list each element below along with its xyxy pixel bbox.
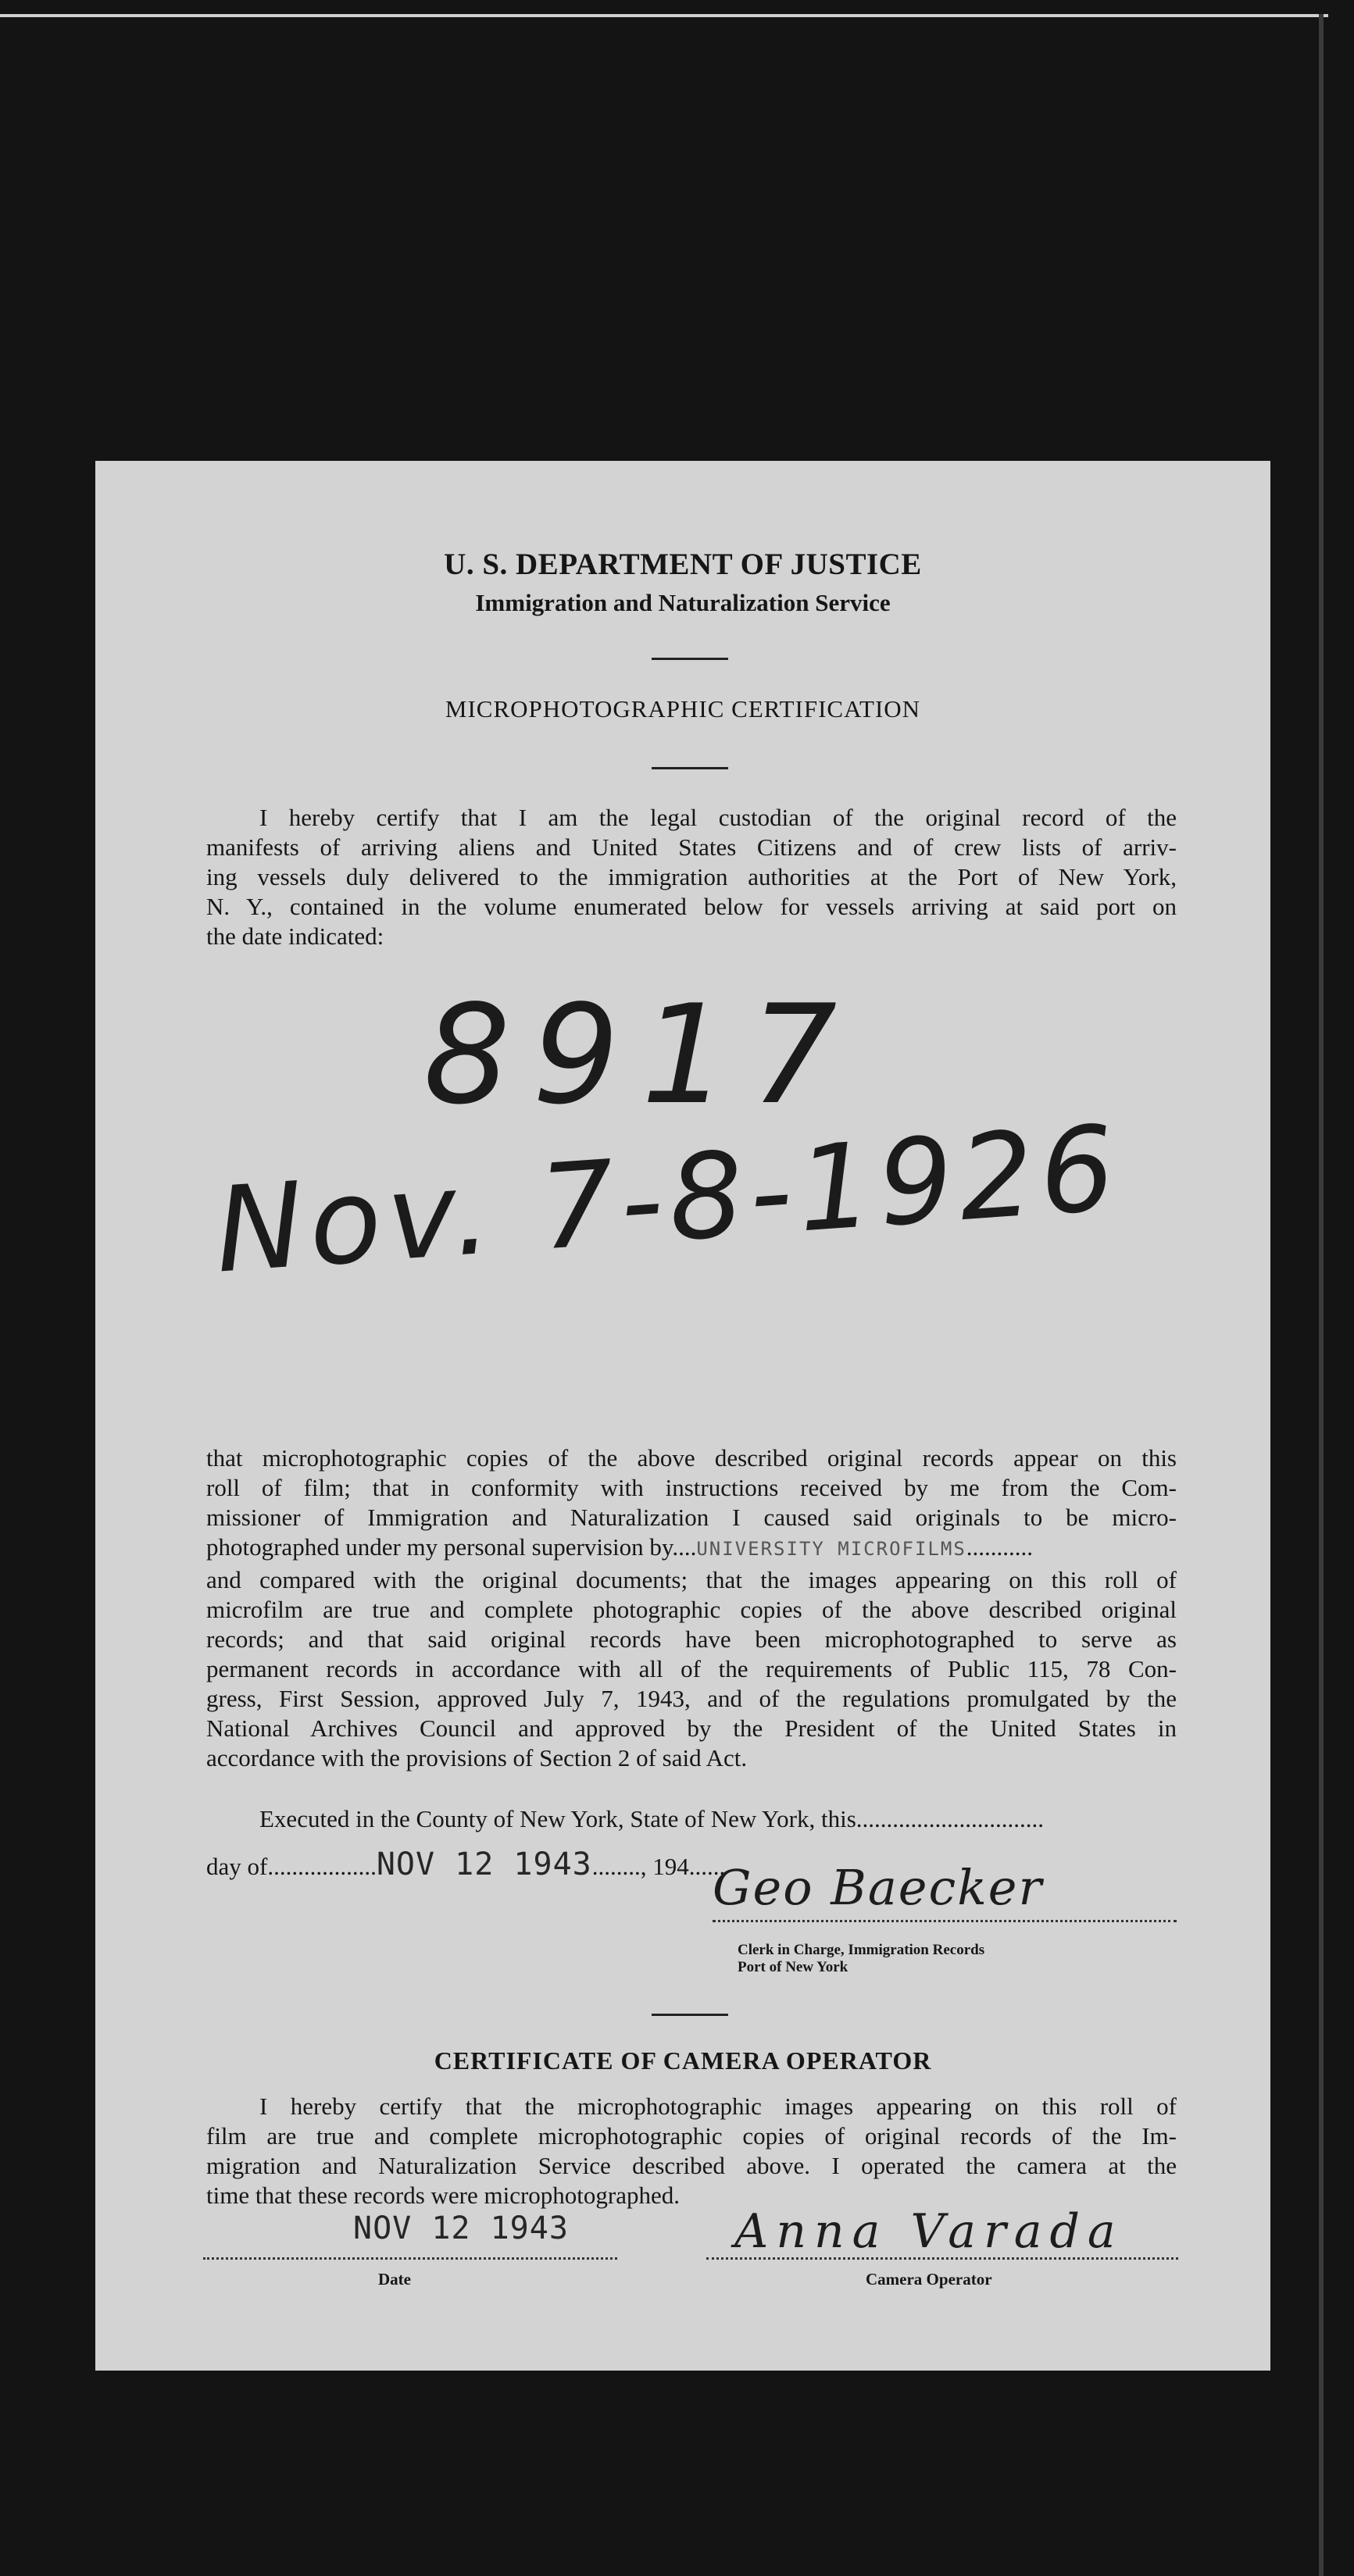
text-line: permanent records in accordance with all of the requirements of Public 115, 78 Con-	[206, 1655, 1177, 1682]
leader-dots: ...............................	[856, 1805, 1045, 1832]
certification-paragraph	[206, 1443, 1177, 1773]
text-line: migration and Naturalization Service described above. I operated the camera at the	[206, 2152, 1177, 2179]
text-line: manifests of arriving aliens and United States Citizens and of crew lists of arriv-	[206, 833, 1177, 861]
handwritten-volume-number: 8917	[423, 976, 859, 1135]
executed-line	[206, 1804, 1177, 1834]
text-line: that microphotographic copies of the above described original records appear on this	[206, 1444, 1177, 1472]
text-line: and compared with the original documents; that the images appearing on this roll of	[206, 1566, 1177, 1593]
film-top-edge	[0, 14, 1328, 17]
text-line: ing vessels duly delivered to the immigration authorities at the Port of New York,	[206, 863, 1177, 890]
camera-paragraph	[206, 2092, 1177, 2210]
camera-certificate-title: CERTIFICATE OF CAMERA OPERATOR	[434, 2046, 932, 2075]
supervision-prefix: photographed under my personal supervision by	[206, 1533, 673, 1561]
operator-line	[706, 2257, 1178, 2260]
microfilm-firm-stamp: UNIVERSITY MICROFILMS	[696, 1538, 966, 1560]
text-line: roll of film; that in conformity with instructions received by me from the Com-	[206, 1474, 1177, 1501]
certificate-page	[95, 461, 1270, 2371]
date-caption: Date	[378, 2270, 411, 2289]
text-line: the date indicated:	[206, 922, 384, 950]
leader-dots: ......	[688, 1853, 726, 1880]
text-line: N. Y., contained in the volume enumerated below for vessels arriving at said port on	[206, 893, 1177, 920]
text-line: gress, First Session, approved July 7, 1943, and of the regulations promulgated by the	[206, 1685, 1177, 1712]
supervision-line	[206, 1532, 1177, 1565]
department-title: U. S. DEPARTMENT OF JUSTICE	[444, 548, 922, 581]
intro-paragraph	[206, 803, 1177, 951]
clerk-caption	[738, 1942, 984, 1976]
text-line: accordance with the provisions of Section 2 of said Act.	[206, 1744, 748, 1771]
clerk-title: Clerk in Charge, Immigration Records	[738, 1942, 985, 1958]
operator-caption: Camera Operator	[866, 2270, 992, 2289]
leader-dots: ........,	[591, 1853, 647, 1880]
text-line: missioner of Immigration and Naturalization I caused said originals to be micro-	[206, 1504, 1177, 1531]
divider	[652, 2014, 728, 2016]
executed-date-stamp: NOV 12 1943	[376, 1846, 592, 1882]
executed-text: Executed in the County of New York, State of New York, this	[259, 1805, 856, 1832]
camera-date-stamp: NOV 12 1943	[353, 2210, 569, 2246]
divider	[652, 658, 728, 660]
text-line	[206, 1804, 1177, 1834]
leader-dots: ..................	[267, 1853, 377, 1880]
handwritten-arrival-dates: Nov. 7-8-1926	[211, 1101, 1126, 1300]
clerk-port: Port of New York	[738, 1959, 848, 1975]
divider	[652, 767, 728, 769]
signature-line	[713, 1920, 1177, 1922]
text-line: film are true and complete microphotographic copies of original records of the Im-	[206, 2122, 1177, 2150]
clerk-signature: Geo Baecker	[713, 1859, 1044, 1916]
film-right-edge	[1319, 14, 1324, 2576]
text-line: National Archives Council and approved by the President of the United States in	[206, 1714, 1177, 1742]
text-line: I hereby certify that the microphotographic images appearing on this roll of	[259, 2093, 1177, 2120]
certification-title: MICROPHOTOGRAPHIC CERTIFICATION	[445, 695, 921, 722]
leader-dots: ...........	[966, 1533, 1034, 1561]
year-label: 194	[652, 1853, 689, 1880]
day-of-label: day of	[206, 1853, 268, 1880]
text-line: time that these records were microphotographed.	[206, 2182, 680, 2209]
date-line	[203, 2257, 617, 2260]
service-subtitle: Immigration and Naturalization Service	[475, 589, 891, 616]
text-line: I hereby certify that I am the legal custodian of the original record of the	[259, 804, 1177, 831]
text-line: records; and that said original records have been microphotographed to serve as	[206, 1625, 1177, 1653]
leader-dots: ....	[672, 1533, 697, 1561]
text-line: microfilm are true and complete photographic copies of the above described original	[206, 1596, 1177, 1623]
operator-signature: Anna Varada	[734, 2204, 1124, 2259]
